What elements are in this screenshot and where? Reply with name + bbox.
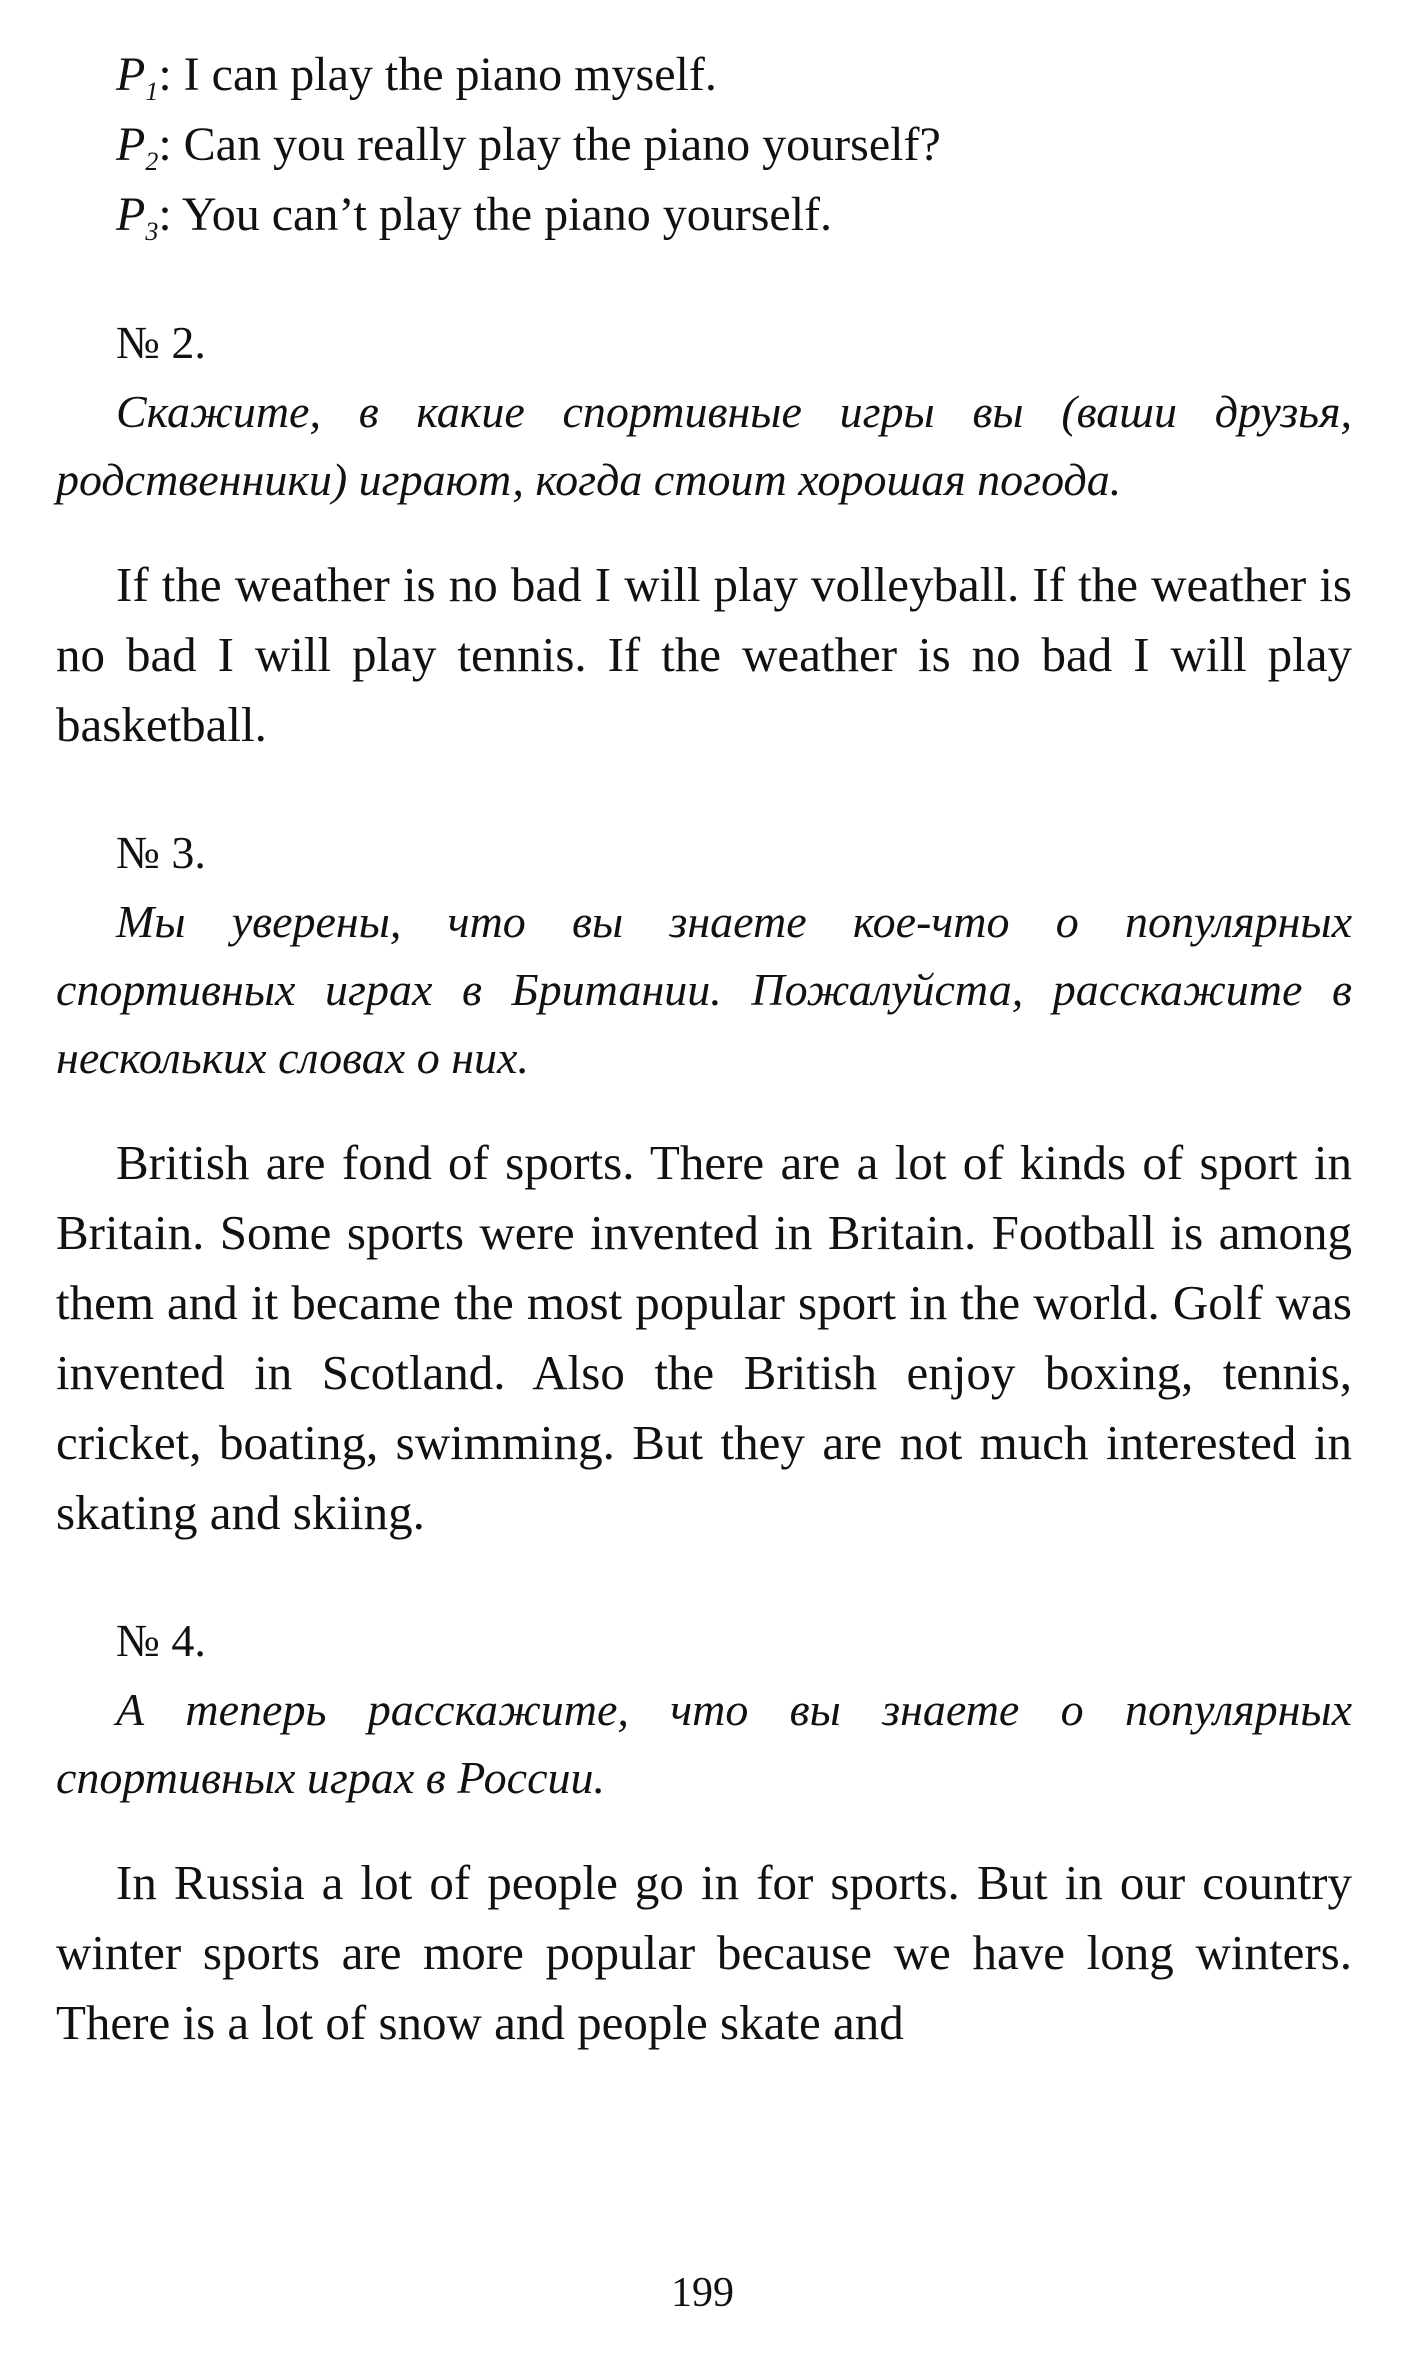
page-number: 199 (671, 2270, 734, 2316)
exercise-3-task: Мы уверены, что вы знаете кое-что о популярных спортивных играх в Британии. Пожалуйста, расскажите в нескольких словах о них. (56, 896, 1352, 1083)
dialog-text: : Can you really play the piano yourself? (158, 118, 941, 171)
book-page (56, 40, 1352, 2058)
exercise-4-number: № 4. (116, 1615, 206, 1666)
exercise-3-number: № 3. (116, 827, 206, 878)
exercise-4-answer: In Russia a lot of people go in for sports. But in our country winter sports are more popular because we have long winters. There is a lot of snow and people skate and (56, 1855, 1352, 2050)
speaker-label: $P_2$ (116, 118, 159, 176)
dialog-text: : I can play the piano myself. (158, 48, 717, 101)
exercise-2-task: Скажите, в какие спортивные игры вы (ваши друзья, родственники) играют, когда стоит хорошая погода. (56, 386, 1352, 505)
dialog-line-2 (56, 110, 1352, 180)
exercise-2-answer: If the weather is no bad I will play volleyball. If the weather is no bad I will play tennis. If the weather is no bad I will play basketball. (56, 557, 1352, 752)
dialog-line-3 (56, 180, 1352, 250)
speaker-label: $P_1$ (116, 48, 159, 106)
dialog-text: : You can’t play the piano yourself. (158, 188, 833, 241)
exercise-3-answer: British are fond of sports. There are a lot of kinds of sport in Britain. Some sports were invented in Britain. Football is among them and it became the most popular sport in the world. Golf was invented in Scotland. Also the British enjoy boxing, tennis, cricket, boating, swimming. But they are not much interested in skating and skiing. (56, 1135, 1352, 1540)
speaker-label: $P_3$ (116, 188, 159, 246)
dialog-line-1 (56, 40, 1352, 110)
exercise-2-number: № 2. (116, 317, 206, 368)
exercise-4-task: А теперь расскажите, что вы знаете о популярных спортивных играх в России. (56, 1684, 1352, 1803)
